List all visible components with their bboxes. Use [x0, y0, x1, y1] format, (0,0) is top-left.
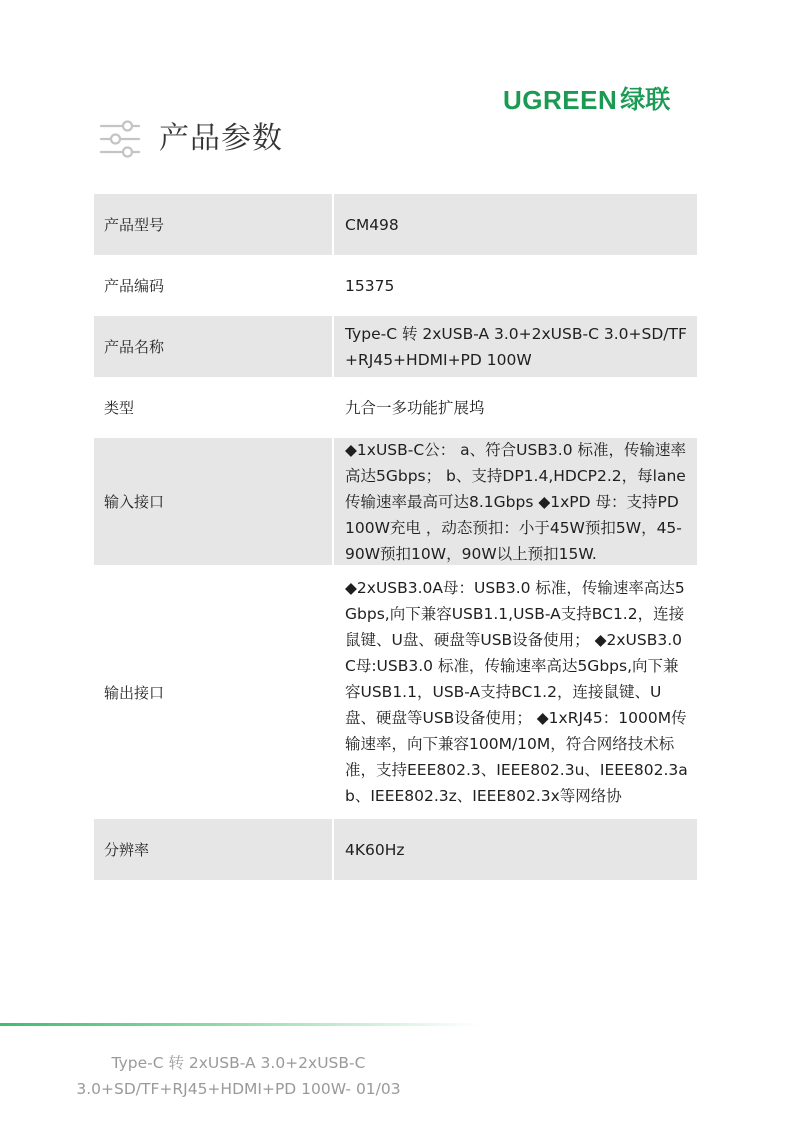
brand-name-cn: 绿联 [620, 85, 671, 114]
spec-value: ◆1xUSB-C公： a、符合USB3.0 标准，传输速率高达5Gbps； b、支持DP1.4,HDCP2.2，每lane传输速率最高可达8.1Gbps ◆1xPD 母：支持PD 100W充电 ，动态预扣：小于45W预扣5W，45-90W预扣10W，90W以上预扣15W. [345, 440, 687, 563]
footer-caption: Type-C 转 2xUSB-A 3.0+2xUSB-C 3.0+SD/TF+RJ45+HDMI+PD 100W- 01/03 [76, 1054, 401, 1098]
spec-row-name [94, 316, 697, 377]
spec-value: Type-C 转 2xUSB-A 3.0+2xUSB-C 3.0+SD/TF+RJ45+HDMI+PD 100W [345, 324, 687, 369]
sliders-icon [100, 119, 140, 159]
spec-row-code [94, 255, 697, 316]
spec-row-resolution [94, 819, 697, 880]
spec-row-type [94, 377, 697, 438]
spec-row-model [94, 194, 697, 255]
spec-value: 九合一多功能扩展坞 [345, 398, 485, 417]
spec-table [94, 194, 697, 880]
spec-row-output [94, 565, 697, 819]
spec-label: 类型 [104, 399, 135, 417]
spec-label: 输出接口 [104, 683, 165, 702]
brand-logo [503, 84, 670, 116]
spec-label: 分辨率 [94, 819, 334, 880]
section-heading [100, 117, 283, 161]
spec-label: 产品编码 [104, 277, 165, 295]
spec-value: 15375 [345, 276, 395, 295]
spec-label: 产品名称 [94, 316, 334, 377]
spec-label: 输入接口 [94, 438, 334, 565]
spec-row-input [94, 438, 697, 565]
footer-divider [0, 1023, 480, 1026]
spec-value: CM498 [345, 215, 399, 234]
spec-value: 4K60Hz [345, 840, 405, 859]
brand-name-en: UGREEN [503, 85, 618, 115]
spec-label: 产品型号 [94, 194, 334, 255]
page-title: 产品参数 [159, 121, 283, 156]
spec-value: ◆2xUSB3.0A母：USB3.0 标准，传输速率高达5Gbps,向下兼容USB1.1,USB-A支持BC1.2，连接鼠键、U盘、硬盘等USB设备使用； ◆2xUSB3.0C母:USB3.0 标准，传输速率高达5Gbps,向下兼容USB1.1，USB-A支持BC1.2，连接鼠键、U盘、硬盘等USB设备使用； ◆1xRJ45：1000M传输速率，向下兼容100M/10M，符合网络技术标准，支持EEE802.3、IEEE802.3u、IEEE802.3ab、IEEE802.3z、IEEE802.3x等网络协 [345, 579, 688, 805]
